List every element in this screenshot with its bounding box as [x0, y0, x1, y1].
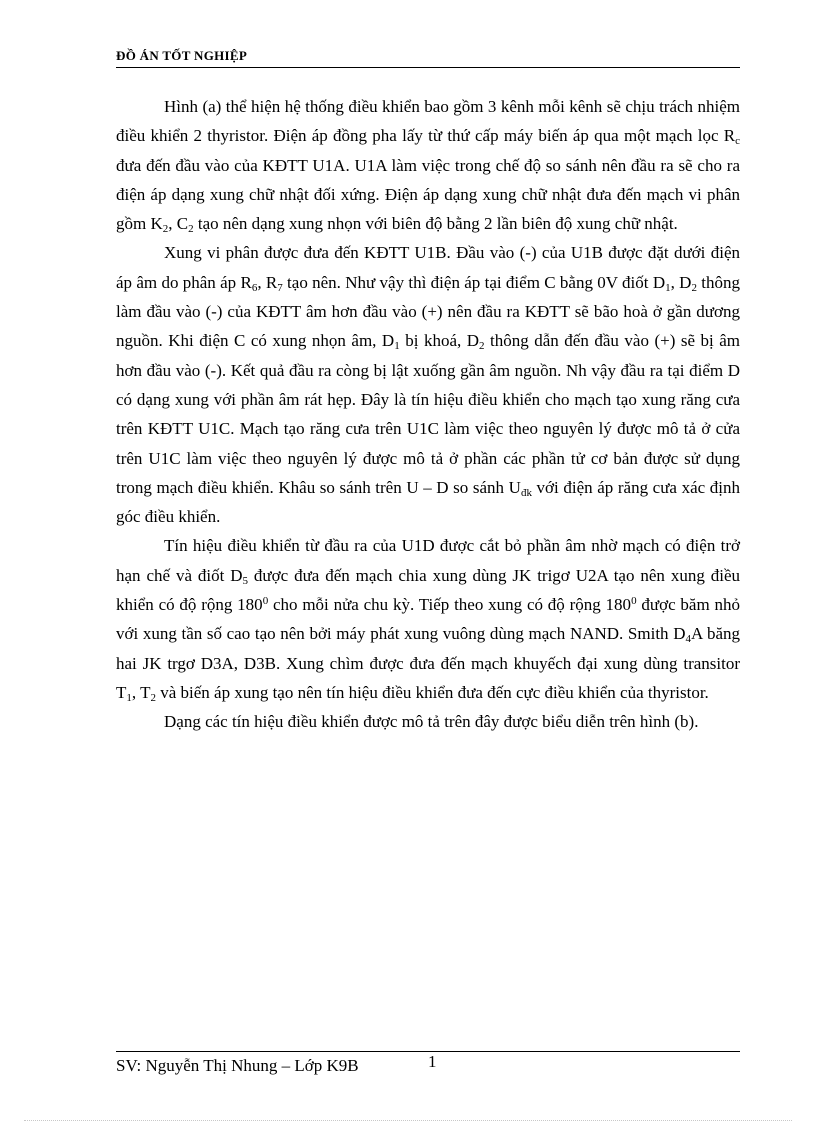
paragraph-2: Xung vi phân được đưa đến KĐTT U1B. Đầu vào (-) của U1B được đặt dưới điện áp âm do phân áp $R_6$, $R_7$ tạo nên. Như vậy thì điện áp tại điểm C bằng 0V điốt $D_1$, $D_2$ thông làm đầu vào (-) của KĐTT âm hơn đầu vào (+) nên đầu ra KĐTT sẽ bão hoà ở gần dương nguồn. Khi điện C có xung nhọn âm, $D_1$ bị khoá, $D_2$ thông dẫn đến đầu vào (+) sẽ bị âm hơn đầu vào (-). Kết quả đầu ra còng bị lật xuống gần âm nguồn. Nh vậy đầu ra tại điểm D có dạng xung với phần âm rát hẹp. Đây là tín hiệu điều khiển cho mạch tạo xung răng cưa trên KĐTT U1C. Mạch tạo răng cưa trên U1C làm việc theo nguyên lý được mô tả ở cửa trên U1C làm việc theo nguyên lý được mô tả ở phần các phần tử cơ bản được sử dụng trong mạch điều khiển. Khâu so sánh trên U – D so sánh $U_{đk}$ với điện áp răng cưa xác định góc điều khiển. — [116, 243, 741, 527]
header-title: ĐỒ ÁN TỐT NGHIỆP — [116, 48, 248, 63]
paragraph-3: Tín hiệu điều khiển từ đầu ra của U1D được cắt bỏ phần âm nhờ mạch có điện trở hạn chế và điốt $D_5$ được đưa đến mạch chia xung dùng JK trigơ U2A tạo nên xung điều khiển có độ rộng $180^0$ cho mỗi nửa chu kỳ. Tiếp theo xung có độ rộng $180^0$ được băm nhỏ với xung tần số cao tạo nên bởi máy phát xung vuông dùng mạch NAND. Smith $D_4A$ băng hai JK trgơ D3A, D3B. Xung chìm được đưa đến mạch khuyếch đại xung dùng transitor $T_1$, $T_2$ và biến áp xung tạo nên tín hiệu điều khiển đưa đến cực điều khiển của thyristor. — [116, 536, 741, 704]
footer-author: SV: Nguyễn Thị Nhung – Lớp K9B — [116, 1056, 359, 1075]
paragraph-4: Dạng các tín hiệu điều khiển được mô tả trên đây được biểu diễn trên hình (b). — [164, 712, 699, 732]
paragraph-1: Hình (a) thể hiện hệ thống điều khiển bao gồm 3 kênh mỗi kênh sẽ chịu trách nhiệm điều khiển 2 thyristor. Điện áp đồng pha lấy từ thứ cấp máy biến áp qua một mạch lọc $R_c$ đưa đến đầu vào của KĐTT U1A. U1A làm việc trong chế độ so sánh nên đầu ra sẽ cho ra điện áp dạng xung chữ nhật đối xứng. Điện áp dạng xung chữ nhật đưa đến mạch vi phân gồm $K_2$, $C_2$ tạo nên dạng xung nhọn với biên độ bằng 2 lần biên độ xung chữ nhật. — [116, 97, 740, 236]
document-body — [116, 92, 740, 737]
page-number: 1 — [428, 1052, 437, 1071]
header-divider — [116, 67, 740, 68]
page-bottom-border — [24, 1120, 792, 1121]
